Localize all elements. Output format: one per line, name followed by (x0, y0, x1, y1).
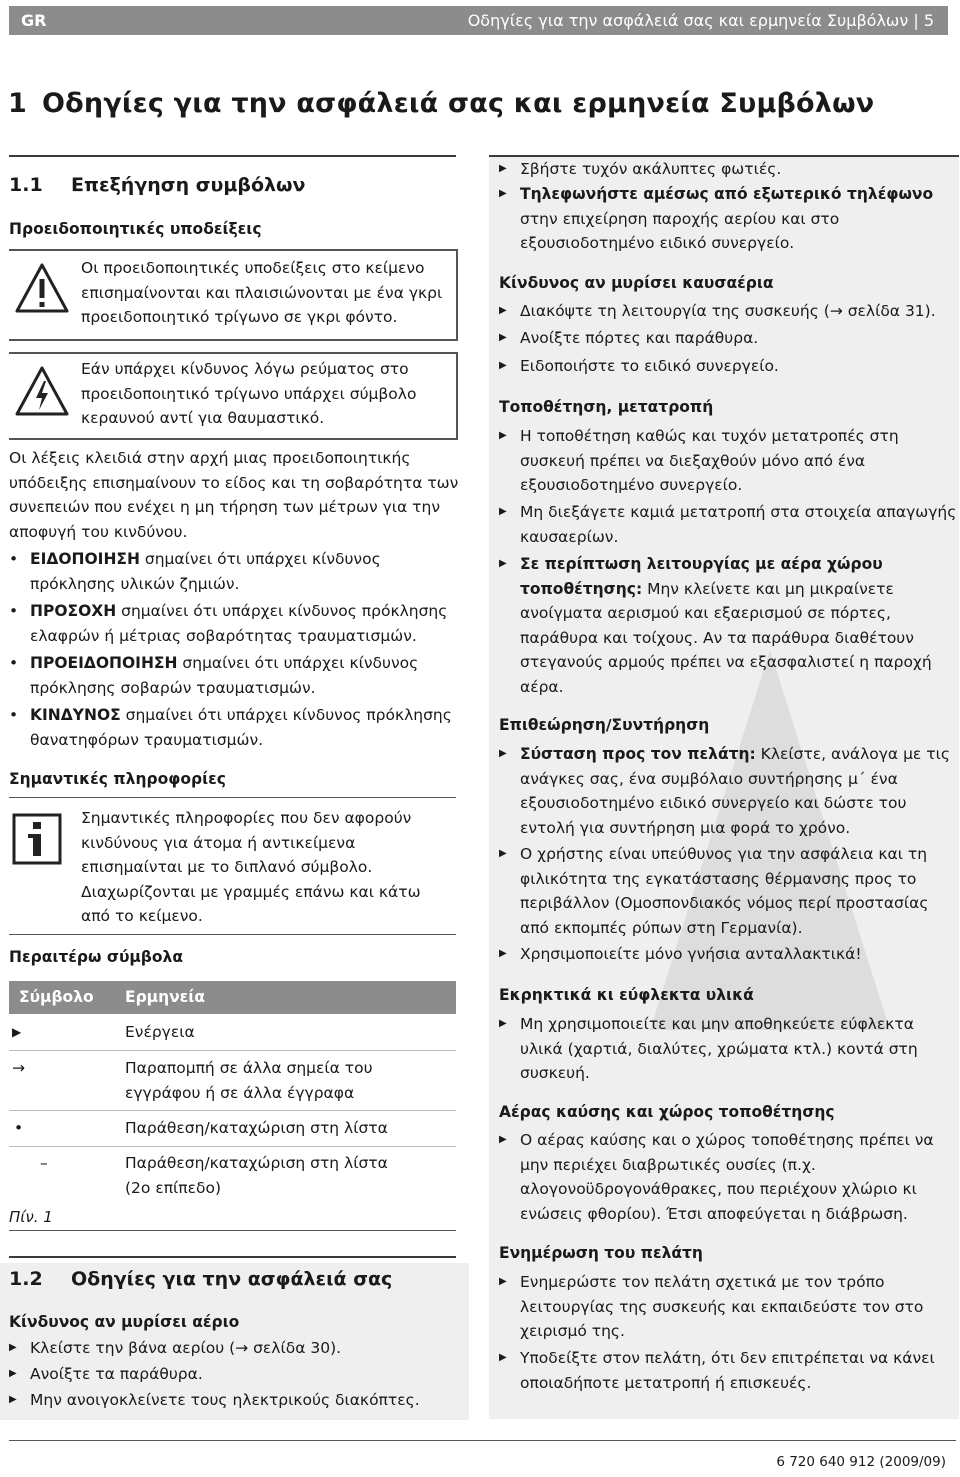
installation-heading: Τοποθέτηση, μετατροπή (499, 398, 714, 416)
table-row-symbol-3: • (14, 1119, 24, 1137)
combustion-air-heading: Αέρας καύσης και χώρος τοποθέτησης (499, 1103, 835, 1121)
chapter-title: 1 Οδηγίες για την ασφάλειά σας και ερμηνεία Συμβόλων (8, 88, 875, 119)
keyword-item-warning: • ΠΡΟΕΙΔΟΠΟΙΗΣΗ σημαίνει ότι υπάρχει κίνδυνος πρόκλησης σοβαρών τραυματισμών. (9, 654, 419, 697)
warning-triangle-icon (14, 262, 70, 314)
installation-item-2: ▶ Μη διεξάγετε καμιά μετατροπή στα στοιχεία απαγωγής καυσαερίων. (499, 503, 957, 546)
more-symbols-heading: Περαιτέρω σύμβολα (9, 948, 184, 966)
info-heading: Σημαντικές πληροφορίες (9, 770, 226, 788)
keyword-item-notice: • ΕΙΔΟΠΟΙΗΣΗ σημαίνει ότι υπάρχει κίνδυνος πρόκλησης υλικών ζημιών. (9, 550, 381, 593)
flue-action-3: ▶ Ειδοποιήστε το ειδικό συνεργείο. (499, 357, 779, 375)
customer-info-item-1: ▶ Ενημερώστε τον πελάτη σχετικά με τον τρόπο λειτουργίας της συσκευής και εκπαιδεύστε τον στο χειρισμό της. (499, 1273, 924, 1340)
maintenance-item-1: ▶ Σύσταση προς τον πελάτη: Κλείστε, ανάλογα με τις ανάγκες σας, ένα συμβόλαιο συντήρησης μ΄ ένα εξουσιοδοτημένο ειδικό συνεργείο και δώστε του εντολή για συντήρηση μια φορά το χρόνο. (499, 745, 950, 837)
keyword-item-caution: • ΠΡΟΣΟΧΗ σημαίνει ότι υπάρχει κίνδυνος πρόκλησης ελαφρών ή μέτριας σοβαρότητας τραυματισμών. (9, 602, 448, 645)
table-row-symbol-4: – (40, 1154, 48, 1172)
running-title: Οδηγίες για την ασφάλειά σας και ερμηνεία Συμβόλων | 5 (467, 11, 934, 30)
page-header (9, 6, 948, 35)
gas-action-3: ▶ Μην ανοιγοκλείνετε τους ηλεκτρικούς διακόπτες. (9, 1391, 420, 1409)
flue-action-1: ▶ Διακόψτε τη λειτουργία της συσκευής (→ σελίδα 31). (499, 302, 936, 320)
keyword-item-danger: • ΚΙΝΔΥΝΟΣ σημαίνει ότι υπάρχει κίνδυνος πρόκλησης θανατηφόρων τραυματισμών. (9, 706, 452, 749)
info-rule-bottom (9, 934, 456, 935)
maintenance-item-3: ▶ Χρησιμοποιείτε μόνο γνήσια ανταλλακτικά! (499, 945, 862, 963)
section-heading-1-2: 1.2 Οδηγίες για την ασφάλειά σας (9, 1268, 393, 1290)
section-heading-1-1: 1.1 Επεξήγηση συμβόλων (9, 174, 306, 196)
warning-box-text: Οι προειδοποιητικές υποδείξεις στο κείμενο επισημαίνονται και πλαισιώνονται με ένα γκρι προειδοποιητικό τρίγωνο σε γκρι φόντο. (81, 259, 443, 326)
keywords-paragraph: Οι λέξεις κλειδιά στην αρχή μιας προειδοποιητικής υπόδειξης επισημαίνουν το είδος και τη σοβαρότητα των συνεπειών που ενέχει η μη τήρηση των μέτρων για την αποφυγή του κινδύνου. (9, 449, 459, 541)
table-row-divider (9, 1110, 456, 1111)
table-caption: Πίν. 1 (9, 1208, 53, 1226)
customer-info-heading: Ενημέρωση του πελάτη (499, 1244, 703, 1262)
combustion-air-item: ▶ Ο αέρας καύσης και ο χώρος τοποθέτησης πρέπει να μην περιέχει διαβρωτικές ουσίες (π.χ. αλογονοϋδρογονάθρακες, που περιέχουν χλώριο κι ενώσεις φθορίου). Έτσι αποφεύγεται η διάβρωση. (499, 1131, 934, 1223)
table-row-text-4: Παράθεση/καταχώριση στη λίστα (2ο επίπεδο) (125, 1154, 388, 1197)
info-rule-top (9, 797, 456, 798)
flue-gas-heading: Κίνδυνος αν μυρίσει καυσαέρια (499, 274, 774, 292)
watermark-triangle-icon (640, 640, 900, 1040)
gas-action-5: ▶ Τηλεφωνήστε αμέσως από εξωτερικό τηλέφωνο στην επιχείρηση παροχής αερίου και στο εξουσιοδοτημένο ειδικό συνεργείο. (499, 185, 934, 252)
symbols-table-header: Σύμβολο Ερμηνεία (9, 981, 456, 1014)
rule-left-top (9, 155, 456, 157)
gas-action-2: ▶ Ανοίξτε τα παράθυρα. (9, 1365, 203, 1383)
table-row-symbol-2: → (12, 1059, 25, 1077)
document-code: 6 720 640 912 (2009/09) (776, 1454, 946, 1470)
maintenance-heading: Επιθεώρηση/Συντήρηση (499, 716, 710, 734)
gas-action-1: ▶ Κλείστε την βάνα αερίου (→ σελίδα 30). (9, 1339, 342, 1357)
table-row-divider (9, 1146, 456, 1147)
explosive-item: ▶ Μη χρησιμοποιείτε και μην αποθηκεύετε εύφλεκτα υλικά (χαρτιά, διαλύτες, χρώματα κτλ.) κοντά στη συσκευή. (499, 1015, 918, 1082)
footer-rule (9, 1440, 956, 1441)
rule-1-2 (9, 1256, 456, 1258)
table-row-divider (9, 1050, 456, 1051)
table-row-text-2: Παραπομπή σε άλλα σημεία του εγγράφου ή σε άλλα έγγραφα (125, 1059, 373, 1102)
maintenance-item-2: ▶ Ο χρήστης είναι υπεύθυνος για την ασφάλεια και τη φιλικότητα της εγκατάστασης θέρμανσης προς το περιβάλλον (Ομοσπονδιακός νόμος περί προστασίας από εκπομπές ρύπων στη Γερμανία). (499, 845, 929, 937)
table-row-text-1: Ενέργεια (125, 1023, 195, 1041)
info-icon (12, 813, 62, 865)
language-tag: GR (21, 11, 47, 30)
flue-action-2: ▶ Ανοίξτε πόρτες και παράθυρα. (499, 329, 759, 347)
electric-box-text: Εάν υπάρχει κίνδυνος λόγω ρεύματος στο προειδοποιητικό τρίγωνο υπάρχει σύμβολο κεραυνού αντί για θαυμαστικό. (81, 360, 417, 427)
gas-smell-heading: Κίνδυνος αν μυρίσει αέριο (9, 1313, 240, 1331)
table-row-text-3: Παράθεση/καταχώριση στη λίστα (125, 1119, 388, 1137)
customer-info-item-2: ▶ Υποδείξτε στον πελάτη, ότι δεν επιτρέπεται να κάνει οποιαδήποτε μετατροπή ή επισκευές. (499, 1349, 935, 1392)
table-bottom-rule (9, 1230, 456, 1231)
lightning-triangle-icon (14, 365, 70, 417)
installation-item-1: ▶ Η τοποθέτηση καθώς και τυχόν μετατροπές στη συσκευή πρέπει να διεξαχθούν μόνο από ένα εξουσιοδοτημένο συνεργείο. (499, 427, 899, 494)
explosive-heading: Εκρηκτικά κι εύφλεκτα υλικά (499, 986, 754, 1004)
gas-action-4: ▶ Σβήστε τυχόν ακάλυπτες φωτιές. (499, 160, 782, 178)
installation-item-3: ▶ Σε περίπτωση λειτουργίας με αέρα χώρου τοποθέτησης: Μην κλείνετε και μη μικραίνετε ανοίγματα αερισμού και εξαερισμού σε πόρτες, παράθυρα και τοίχους. Αν τα παράθυρα διαθέτουν στεγανούς αρμούς πρέπει να εξασφαλιστεί η παροχή αέρα. (499, 555, 932, 696)
table-row-symbol-1: ▶ (12, 1025, 22, 1039)
warnings-heading: Προειδοποιητικές υποδείξεις (9, 220, 262, 238)
info-text: Σημαντικές πληροφορίες που δεν αφορούν κινδύνους για άτομα ή αντικείμενα επισημαίνται με το διπλανό σύμβολο. Διαχωρίζονται με γραμμές επάνω και κάτω από το κείμενο. (81, 809, 421, 925)
